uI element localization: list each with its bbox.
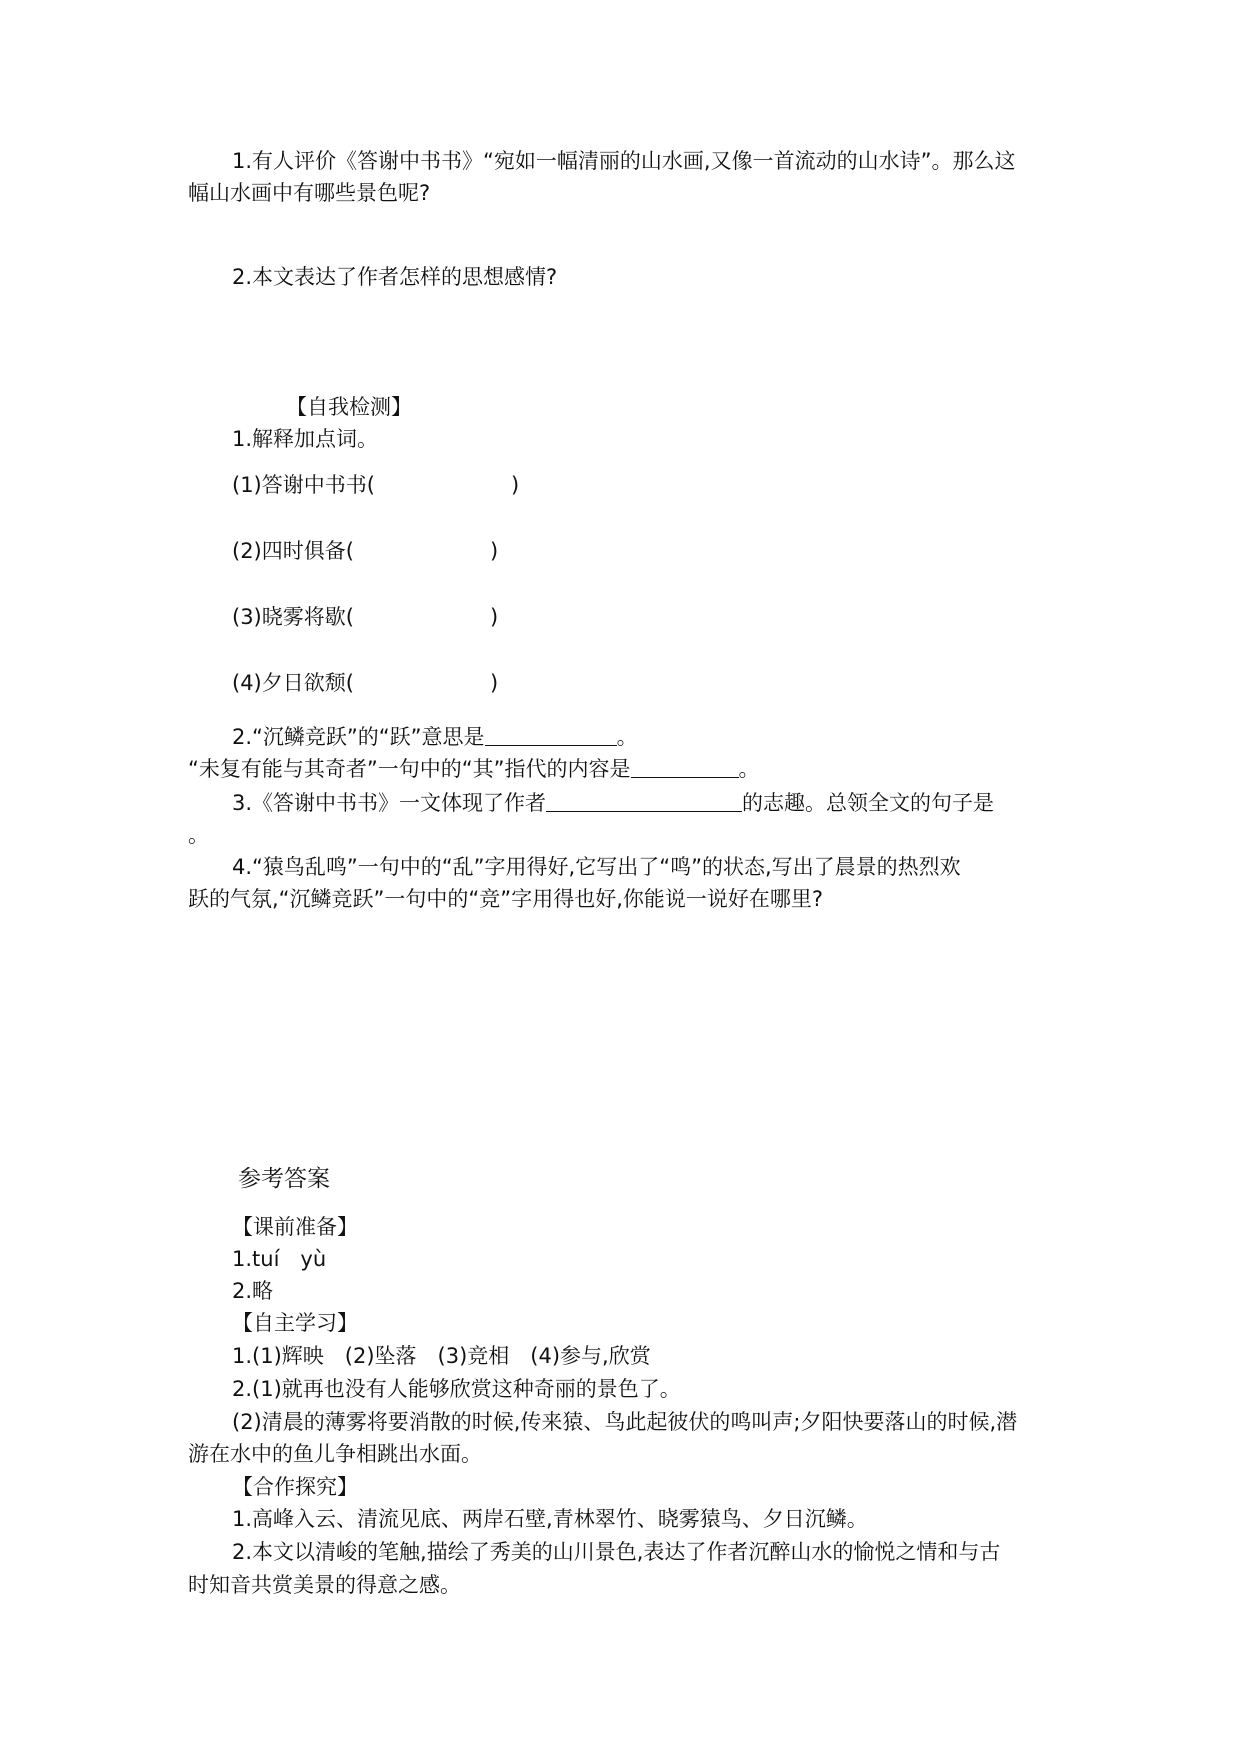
- answers-self-2-1: 2.(1)就再也没有人能够欣赏这种奇丽的景色了。: [232, 1377, 681, 1401]
- answers-coop-2-line-1: 2.本文以清峻的笔触,描绘了秀美的山川景色,表达了作者沉醉山水的愉悦之情和与古: [232, 1540, 1001, 1564]
- question-2: 2.本文表达了作者怎样的思想感情?: [232, 265, 558, 289]
- answers-prep-2: 2.略: [232, 1279, 274, 1303]
- self-test-sub-3: [232, 602, 498, 632]
- sub-2-prefix: (2)四时俱备(: [232, 539, 354, 563]
- item-3-text: 3.《答谢中书书》一文体现了作者: [232, 791, 547, 815]
- sub-2-suffix: ): [489, 539, 499, 563]
- self-test-item-1: 1.解释加点词。: [232, 427, 379, 451]
- self-test-heading: 【自我检测】: [286, 395, 412, 419]
- answers-coop-2-line-2: 时知音共赏美景的得意之感。: [188, 1573, 461, 1597]
- answers-self-2-2-line-2: 游在水中的鱼儿争相跳出水面。: [188, 1442, 482, 1466]
- item-2b-blank[interactable]: [631, 755, 739, 778]
- sub-1-prefix: (1)答谢中书书(: [232, 473, 375, 497]
- self-test-item-3-end: 。: [188, 823, 209, 847]
- sub-4-suffix: ): [489, 671, 499, 695]
- item-2a-end: 。: [616, 725, 638, 749]
- item-2a-blank[interactable]: [485, 723, 617, 746]
- self-test-item-2a: [232, 722, 638, 752]
- sub-3-prefix: (3)晓雾将歇(: [232, 605, 354, 629]
- self-test-item-3: [232, 788, 994, 818]
- answers-self-heading: 【自主学习】: [232, 1311, 358, 1335]
- answers-self-2-2-line-1: (2)清晨的薄雾将要消散的时候,传来猿、鸟此起彼伏的鸣叫声;夕阳快要落山的时候,潜: [232, 1410, 1018, 1434]
- self-test-sub-2: [232, 536, 498, 566]
- item-2b-text: “未复有能与其奇者”一句中的“其”指代的内容是: [188, 757, 631, 781]
- sub-1-suffix: ): [510, 473, 520, 497]
- answers-self-1: 1.(1)辉映 (2)坠落 (3)竞相 (4)参与,欣赏: [232, 1344, 651, 1368]
- sub-3-suffix: ): [489, 605, 499, 629]
- self-test-item-2b: [188, 754, 760, 784]
- self-test-item-4-line-2: 跃的气氛,“沉鳞竞跃”一句中的“竞”字用得也好,你能说一说好在哪里?: [188, 887, 824, 911]
- item-2a-text: 2.“沉鳞竞跃”的“跃”意思是: [232, 725, 485, 749]
- sub-4-prefix: (4)夕日欲颓(: [232, 671, 354, 695]
- self-test-item-4-line-1: 4.“猿鸟乱鸣”一句中的“乱”字用得好,它写出了“鸣”的状态,写出了晨景的热烈欢: [232, 855, 961, 879]
- answers-prep-1: 1.tuí yù: [232, 1247, 327, 1271]
- answers-coop-heading: 【合作探究】: [232, 1475, 358, 1499]
- self-test-sub-4: [232, 668, 498, 698]
- item-2b-end: 。: [738, 757, 760, 781]
- answers-coop-1: 1.高峰入云、清流见底、两岸石壁,青林翠竹、晓雾猿鸟、夕日沉鳞。: [232, 1507, 868, 1531]
- answers-title: 参考答案: [238, 1166, 330, 1192]
- item-3-blank[interactable]: [546, 789, 742, 812]
- self-test-sub-1: [232, 470, 519, 500]
- question-1-line-2: 幅山水画中有哪些景色呢?: [188, 181, 431, 205]
- answers-prep-heading: 【课前准备】: [232, 1215, 358, 1239]
- item-3-text-end: 的志趣。总领全文的句子是: [742, 791, 995, 815]
- question-1-line-1: 1.有人评价《答谢中书书》“宛如一幅清丽的山水画,又像一首流动的山水诗”。那么这: [232, 149, 1016, 173]
